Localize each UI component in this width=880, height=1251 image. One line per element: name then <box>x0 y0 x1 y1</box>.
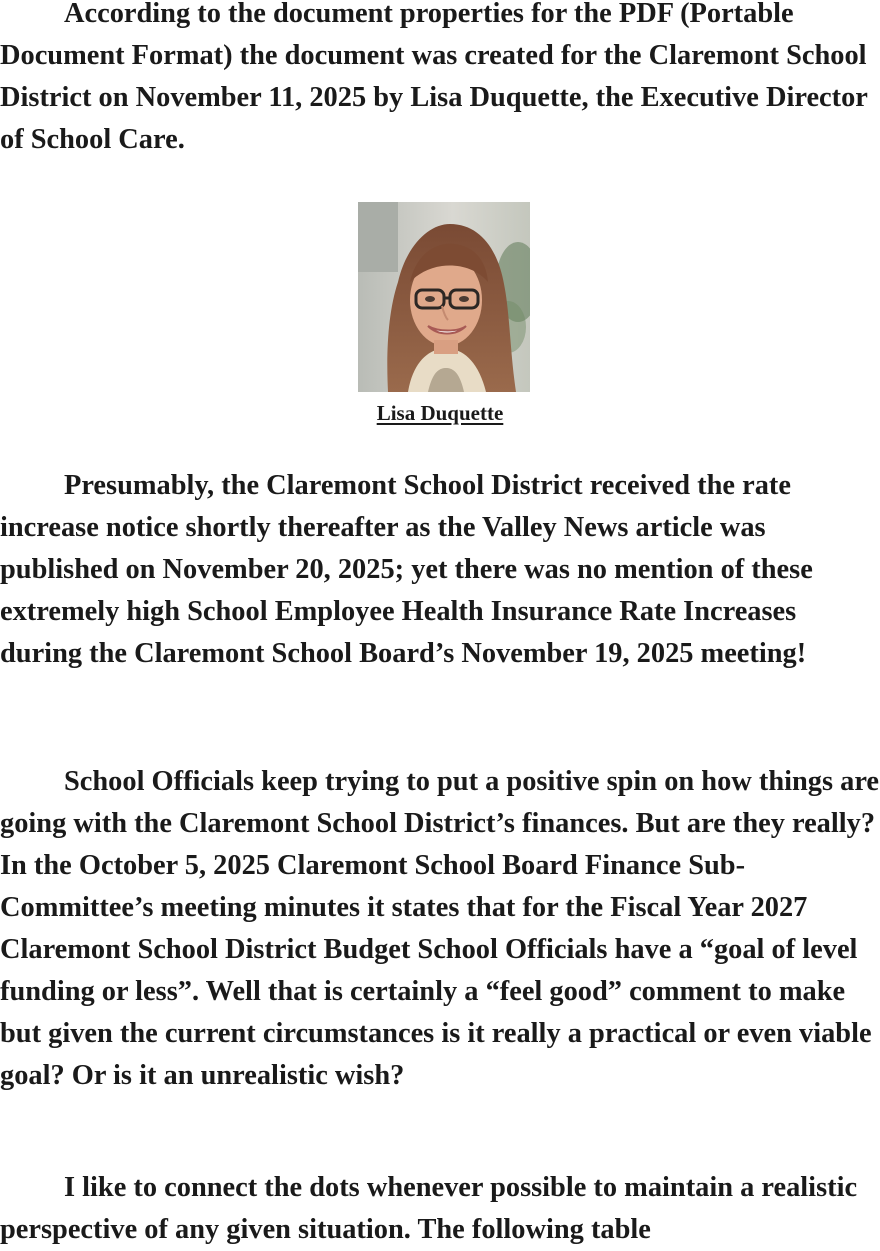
photo-caption <box>0 398 880 428</box>
paragraph-school-officials: School Officials keep trying to put a positive spin on how things are going with the Claremont School District’s finances. But are they really? In the October 5, 2025 Claremont School Board Finance Sub-Committee’s meeting minutes it states that for the Fiscal Year 2027 Claremont School District Budget School Officials have a “goal of level funding or less”. Well that is certainly a “feel good” comment to make but given the current circumstances is it really a practical or even viable goal? Or is it an unrealistic wish? <box>0 766 880 1091</box>
paragraph-document-properties: According to the document properties for the PDF (Portable Document Format) the document was created for the Claremont School District on November 11, 2025 by Lisa Duquette, the Executive Director of School Care. <box>0 0 868 155</box>
paragraph-rate-increase: Presumably, the Claremont School District received the rate increase notice shortly thereafter as the Valley News article was published on November 20, 2025; yet there was no mention of these extremely high School Employee Health Insurance Rate Increases during the Claremont School Board’s November 19, 2025 meeting! <box>0 470 813 669</box>
portrait-image <box>358 202 530 392</box>
paragraph-connect-dots: I like to connect the dots whenever possible to maintain a realistic perspective of any given situation. The following table <box>0 1172 858 1245</box>
photo-caption-text: Lisa Duquette <box>376 401 504 425</box>
portrait-photo <box>358 202 530 392</box>
